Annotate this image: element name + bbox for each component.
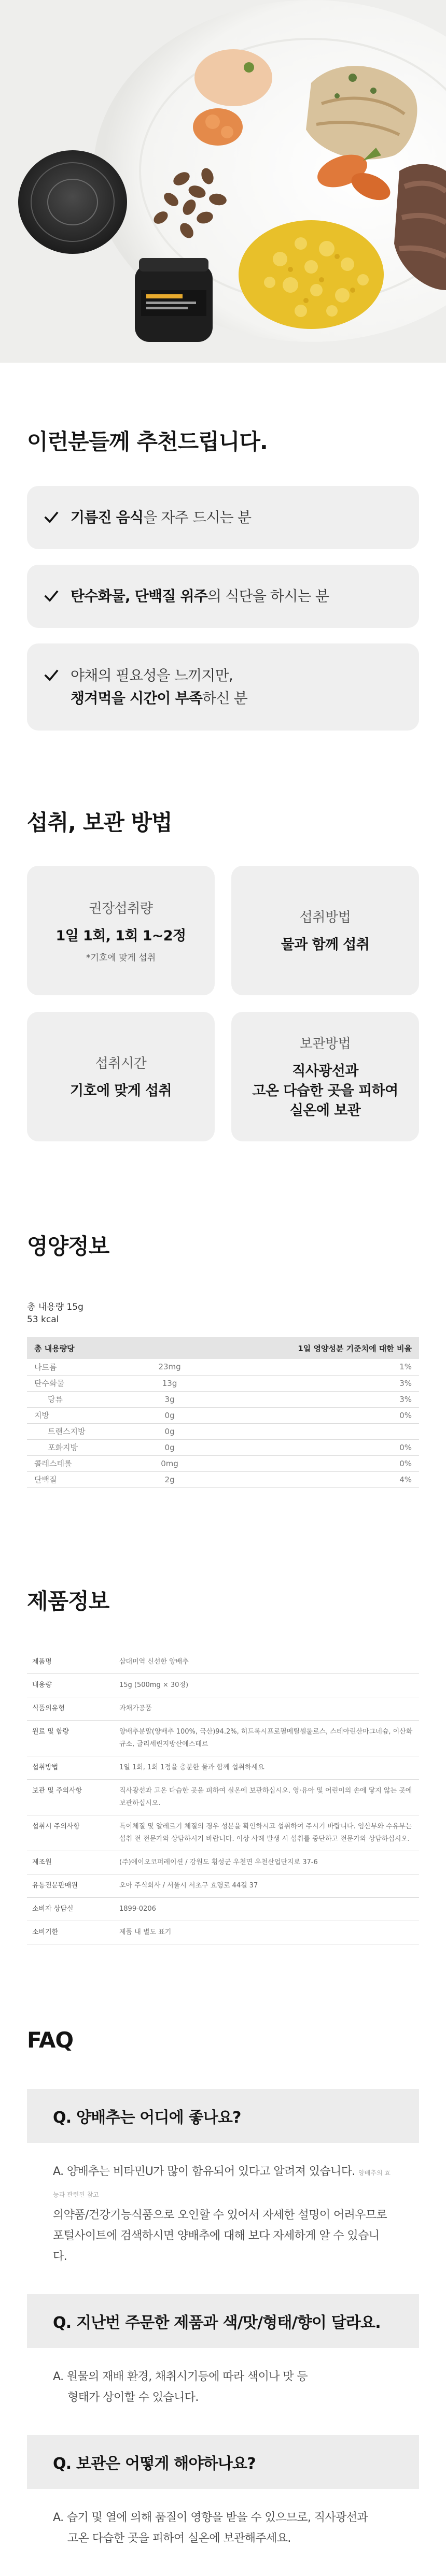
product-info-row [27,1673,419,1697]
faq-answer [27,2143,419,2294]
nutrient-amount: 23mg [138,1359,201,1375]
card-value-line: 실온에 보관 [289,1102,361,1119]
product-info-value: 1899-0206 [114,1897,419,1921]
product-info-key: 보관 및 주의사항 [27,1779,114,1815]
nutrient-percent: 0% [201,1439,419,1455]
product-info-value: 15g (500mg × 30정) [114,1673,419,1697]
faq-answer-line: 포털사이트에 검색하시면 양배추에 대해 보다 자세하게 알 수 있습니다. [53,2229,380,2263]
recommend-text [71,506,251,529]
nutrition-table [27,1337,419,1488]
nutrient-percent: 3% [201,1391,419,1407]
card-note: *기호에 맞게 섭취 [86,953,156,963]
nutrition-total: 총 내용량 15g [27,1302,83,1312]
nutrition-row [27,1359,419,1375]
intake-title: 섭취, 보관 방법 [27,810,172,835]
faq-item [27,2089,419,2294]
product-info-value: 특이체질 및 알레르기 체질의 경우 성분을 확인하시고 섭취하여 주시기 바랍니다. 임산부와 수유부는 섭취 전 전문가와 상담하시기 바랍니다. 이상 사례 발생 시 섭취를 중단하고 전문가와 상담하십시오. [114,1815,419,1851]
product-info-section [0,1488,446,1944]
nutrition-meta [27,1301,419,1326]
nutrition-row [27,1375,419,1391]
nutrition-kcal: 53 kcal [27,1314,59,1325]
recommend-list [27,486,419,731]
product-info-key: 유통전문판매원 [27,1874,114,1897]
recommend-section [0,363,446,731]
nutrient-name: 탄수화물 [27,1375,138,1391]
product-info-key: 제조원 [27,1851,114,1874]
nutrient-percent [201,1423,419,1439]
product-info-key: 원료 및 함량 [27,1720,114,1756]
food-and-bottle-illustration [0,0,446,363]
product-info-value: 과채가공품 [114,1697,419,1720]
product-info-key: 식품의유형 [27,1697,114,1720]
card-value: 1일 1회, 1회 1~2정 [55,928,186,944]
faq-answer [27,2489,419,2576]
product-info-row [27,1651,419,1674]
intake-card-method [231,866,419,995]
nutrition-row [27,1423,419,1439]
nutrient-name: 콜레스테롤 [27,1455,138,1471]
nutrition-section [0,1141,446,1488]
recommend-item [27,565,419,628]
card-label: 섭취방법 [299,909,351,925]
product-info-row [27,1874,419,1897]
hero-product-photo [0,0,446,363]
intake-card-storage [231,1012,419,1141]
card-value-line: 고온 다습한 곳을 피하여 [252,1082,398,1099]
recommend-rest: 의 식단을 하시는 분 [207,588,329,605]
nutrition-row [27,1455,419,1471]
intake-card-grid [27,866,419,1141]
nutrient-amount: 0mg [138,1455,201,1471]
nutrient-amount: 0g [138,1423,201,1439]
product-info-title: 제품정보 [27,1588,109,1614]
product-info-row [27,1815,419,1851]
product-info-key: 섭취방법 [27,1756,114,1779]
product-info-value: 제품 내 별도 표기 [114,1921,419,1944]
check-icon [44,668,59,683]
recommend-item [27,486,419,549]
product-info-value: 오아 주식회사 / 서울시 서초구 효령로 44길 37 [114,1874,419,1897]
product-info-value: (주)에이오코퍼레이션 / 강원도 횡성군 우천면 우천산업단지로 37-6 [114,1851,419,1874]
nutrition-row [27,1407,419,1423]
product-info-value: 양배추분말(양배추 100%, 국산)94.2%, 히드록시프로필메틸셀룰로스, 스테아린산마그네슘, 이산화규소, 글리세린지방산에스테르 [114,1720,419,1756]
product-info-value: 직사광선과 고온 다습한 곳을 피하여 실온에 보관하십시오. 영·유아 및 어린이의 손에 닿지 않는 곳에 보관하십시오. [114,1779,419,1815]
product-info-row [27,1720,419,1756]
nutrition-row [27,1439,419,1455]
faq-item [27,2435,419,2576]
faq-answer-line: 형태가 상이할 수 있습니다. [67,2391,199,2404]
check-icon [44,589,59,604]
recommend-text [71,585,329,608]
faq-answer-line: 고온 다습한 곳을 피하여 실온에 보관해주세요. [67,2531,291,2545]
nutrient-amount: 2g [138,1471,201,1487]
faq-section [0,1944,446,2576]
faq-answer-line: A. 습기 및 열에 의해 품질이 영향을 받을 수 있으므로, 직사광선과 [53,2511,368,2524]
product-info-row [27,1756,419,1779]
nutrition-body [27,1359,419,1487]
faq-answer-line: 의약품/건강기능식품으로 오인할 수 있어서 자세한 설명이 어려우므로 [53,2208,387,2222]
nutrient-name: 나트륨 [27,1359,138,1375]
nutrition-head-left: 총 내용량당 [27,1337,201,1359]
faq-question[interactable]: Q. 양배추는 어디에 좋나요? [27,2089,419,2143]
faq-title: FAQ [27,2027,74,2053]
nutrient-amount: 0g [138,1439,201,1455]
product-info-key: 소비자 상담실 [27,1897,114,1921]
check-icon [44,510,59,525]
intake-card-dosage [27,866,215,995]
nutrient-percent: 3% [201,1375,419,1391]
nutrition-head-right: 1일 영양성분 기준치에 대한 비율 [201,1337,419,1359]
product-info-body [27,1651,419,1944]
faq-question[interactable]: Q. 지난번 주문한 제품과 색/맛/형태/향이 달라요. [27,2294,419,2348]
nutrient-name: 당류 [27,1391,138,1407]
faq-answer-line: A. 양배추는 비타민U가 많이 함유되어 있다고 알려져 있습니다. [53,2165,355,2178]
nutrition-header-row [27,1337,419,1359]
product-info-row [27,1697,419,1720]
product-info-key: 소비기한 [27,1921,114,1944]
card-value: 물과 함께 섭취 [281,936,370,953]
nutrient-name: 지방 [27,1407,138,1423]
faq-question[interactable]: Q. 보관은 어떻게 해야하나요? [27,2435,419,2489]
product-info-row [27,1779,419,1815]
nutrient-percent: 4% [201,1471,419,1487]
nutrient-amount: 0g [138,1407,201,1423]
product-info-row [27,1921,419,1944]
recommend-text [71,664,247,710]
nutrient-name: 포화지방 [27,1439,138,1455]
recommend-emphasis: 챙겨먹을 시간이 부족 [71,690,203,707]
product-info-key: 섭취시 주의사항 [27,1815,114,1851]
faq-answer-footnote: 양배추의 효능과 관련된 참고 [53,2169,391,2198]
product-info-row [27,1897,419,1921]
product-info-key: 내용량 [27,1673,114,1697]
nutrient-amount: 13g [138,1375,201,1391]
product-info-table [27,1651,419,1944]
card-label: 섭취시간 [95,1055,147,1071]
product-info-value: 1일 1회, 1회 1정을 충분한 물과 함께 섭취하세요 [114,1756,419,1779]
intake-card-time [27,1012,215,1141]
nutrition-row [27,1391,419,1407]
product-info-key: 제품명 [27,1651,114,1674]
faq-list [27,2089,419,2576]
nutrient-percent: 0% [201,1455,419,1471]
recommend-rest: 을 자주 드시는 분 [143,509,252,526]
recommend-rest: 하신 분 [202,690,247,707]
card-label: 보관방법 [299,1036,351,1052]
nutrient-percent: 0% [201,1407,419,1423]
faq-item [27,2294,419,2435]
recommend-emphasis: 탄수화물, 단백질 위주 [71,588,207,605]
card-value: 기호에 맞게 섭취 [70,1082,172,1099]
nutrient-percent: 1% [201,1359,419,1375]
nutrient-name: 단백질 [27,1471,138,1487]
nutrition-title: 영양정보 [27,1234,109,1259]
recommend-emphasis: 기름진 음식 [71,509,144,526]
nutrient-amount: 3g [138,1391,201,1407]
product-info-row [27,1851,419,1874]
nutrition-row [27,1471,419,1487]
card-value [252,1062,398,1121]
product-info-value: 삼대미역 신선한 양배추 [114,1651,419,1674]
nutrient-name: 트랜스지방 [27,1423,138,1439]
faq-answer-line: A. 원물의 재배 환경, 채취시기등에 따라 색이나 맛 등 [53,2370,308,2383]
faq-answer [27,2348,419,2435]
recommend-item [27,643,419,731]
recommend-line: 야채의 필요성을 느끼지만, [71,667,233,684]
card-label: 권장섭취량 [89,901,153,917]
recommend-title: 이런분들께 추천드립니다. [27,429,268,454]
card-value-line: 직사광선과 [292,1063,358,1079]
intake-storage-section [0,746,446,1141]
